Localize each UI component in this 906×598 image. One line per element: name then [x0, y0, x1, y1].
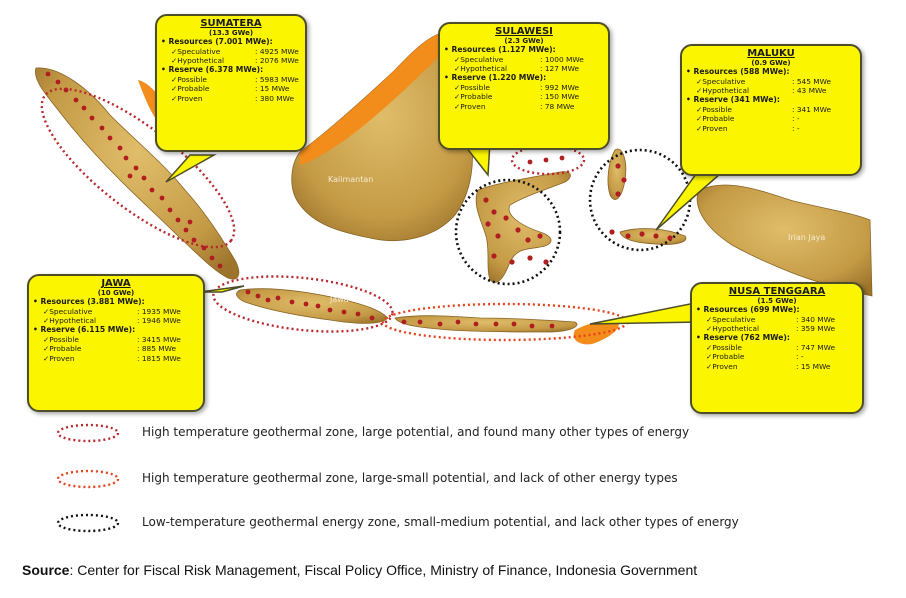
nusa-tenggara-islands	[395, 316, 577, 332]
sumatera-possible-row: ✓ Possible : 5983 MWe	[171, 75, 299, 84]
sumatera-hypothetical-row: ✓ Hypothetical : 2076 MWe	[171, 56, 299, 65]
sulawesi-island	[476, 172, 570, 283]
legend-label: High temperature geothermal zone, large-small potential, and lack of other energy types	[142, 471, 678, 485]
jawa-total: (10 GWe)	[97, 289, 135, 297]
sumatera-proven-row: ✓ Proven : 380 MWe	[171, 93, 295, 103]
timor-highlight	[574, 321, 619, 344]
sulawesi-title: SULAWESI	[495, 26, 553, 37]
nusa-tenggara-proven-row: ✓ Proven : 15 MWe	[706, 361, 831, 371]
nusa-tenggara-probable-row: ✓ Probable : -	[706, 352, 804, 362]
legend-item-low-temp-lack-energy	[55, 510, 815, 536]
sumatera-speculative-row: ✓ Speculative : 4925 MWe	[171, 46, 299, 56]
sulawesi-possible-row: ✓ Possible : 992 MWe	[454, 83, 580, 92]
jawa-title: JAWA	[101, 278, 131, 289]
sulawesi-proven-row: ✓ Proven : 78 MWe	[454, 101, 575, 111]
sumatera-reserve: • Reserve (6.378 MWe):	[161, 65, 264, 75]
jawa-island	[237, 289, 388, 324]
nusa-tenggara-resources: • Resources (699 MWe):	[696, 305, 800, 314]
maluku-total: (0.9 GWe)	[751, 59, 791, 67]
maluku-reserve: • Reserve (341 MWe):	[686, 95, 780, 105]
irian-jaya-island	[697, 185, 872, 296]
red-dotted-ring-icon	[55, 420, 125, 446]
sumatera-callout	[155, 14, 307, 152]
jawa-possible-row: ✓ Possible : 3415 MWe	[43, 335, 181, 344]
maluku-title: MALUKU	[747, 48, 795, 59]
nusa-tenggara-speculative-row: ✓ Speculative : 340 MWe	[706, 314, 836, 324]
jawa-proven-row: ✓ Proven : 1815 MWe	[43, 353, 181, 363]
sulawesi-probable-row: ✓ Probable : 150 MWe	[454, 92, 580, 102]
jawa-hypothetical-row: ✓ Hypothetical : 1946 MWe	[43, 316, 181, 325]
orange-dotted-ring-icon	[55, 466, 125, 492]
sumatera-probable-row: ✓ Probable : 15 MWe	[171, 84, 290, 94]
maluku-speculative-row: ✓ Speculative : 545 MWe	[696, 76, 832, 86]
source-text: : Center for Fiscal Risk Management, Fiscal Policy Office, Ministry of Finance, Indonesia Government	[69, 562, 698, 578]
sulawesi-hypothetical-row: ✓ Hypothetical : 127 MWe	[454, 64, 580, 73]
jawa-probable-row: ✓ Probable : 885 MWe	[43, 344, 177, 354]
maluku-possible-row: ✓ Possible : 341 MWe	[696, 105, 832, 114]
legend-item-high-temp-many-energy	[55, 420, 815, 446]
jawa-label: Jawa	[330, 295, 349, 304]
sulawesi-speculative-row: ✓ Speculative : 1000 MWe	[454, 54, 584, 64]
sumatera-total: (13.3 GWe)	[208, 29, 254, 37]
nusa-tenggara-total: (1.5 GWe)	[757, 297, 797, 305]
nusa-tenggara-title: NUSA TENGGARA	[728, 286, 826, 297]
source-label: Source	[22, 562, 70, 578]
nusa-tenggara-hypothetical-row: ✓ Hypothetical : 359 MWe	[706, 324, 836, 333]
nusa-tenggara-callout	[690, 282, 864, 414]
nusa-tenggara-callout-pointer	[590, 302, 700, 324]
sulawesi-resources: • Resources (1.127 MWe):	[444, 45, 556, 54]
jawa-speculative-row: ✓ Speculative : 1935 MWe	[43, 306, 181, 316]
nusa-tenggara-possible-row: ✓ Possible : 747 MWe	[706, 343, 836, 352]
sulawesi-total: (2.3 GWe)	[504, 37, 544, 45]
maluku-probable-row: ✓ Probable : -	[696, 114, 800, 124]
sulawesi-callout	[438, 22, 610, 150]
maluku-callout	[680, 44, 862, 176]
nusa-tenggara-reserve: • Reserve (762 MWe):	[696, 333, 790, 343]
irian-jaya-label: Irian Jaya	[788, 233, 826, 242]
sumatera-resources: • Resources (7.001 MWe):	[161, 37, 273, 46]
jawa-reserve: • Reserve (6.115 MWe):	[33, 325, 136, 335]
jawa-callout	[27, 274, 205, 412]
source-note	[22, 562, 697, 578]
legend-label: High temperature geothermal zone, large potential, and found many other types of energy	[142, 425, 690, 439]
kalimantan-label: Kalimantan	[328, 175, 374, 184]
maluku-resources: • Resources (588 MWe):	[686, 67, 790, 76]
maluku-proven-row: ✓ Proven : -	[696, 123, 800, 133]
jawa-resources: • Resources (3.881 MWe):	[33, 297, 145, 306]
black-dotted-ring-icon	[55, 510, 125, 536]
sulawesi-reserve: • Reserve (1.220 MWe):	[444, 73, 547, 83]
jawa-callout-pointer	[200, 286, 244, 292]
legend-item-high-temp-lack-energy	[55, 466, 815, 492]
sumatera-title: SUMATERA	[200, 18, 262, 29]
maluku-hypothetical-row: ✓ Hypothetical : 43 MWe	[696, 86, 827, 95]
legend-label: Low-temperature geothermal energy zone, small-medium potential, and lack other types of energy	[142, 515, 739, 529]
